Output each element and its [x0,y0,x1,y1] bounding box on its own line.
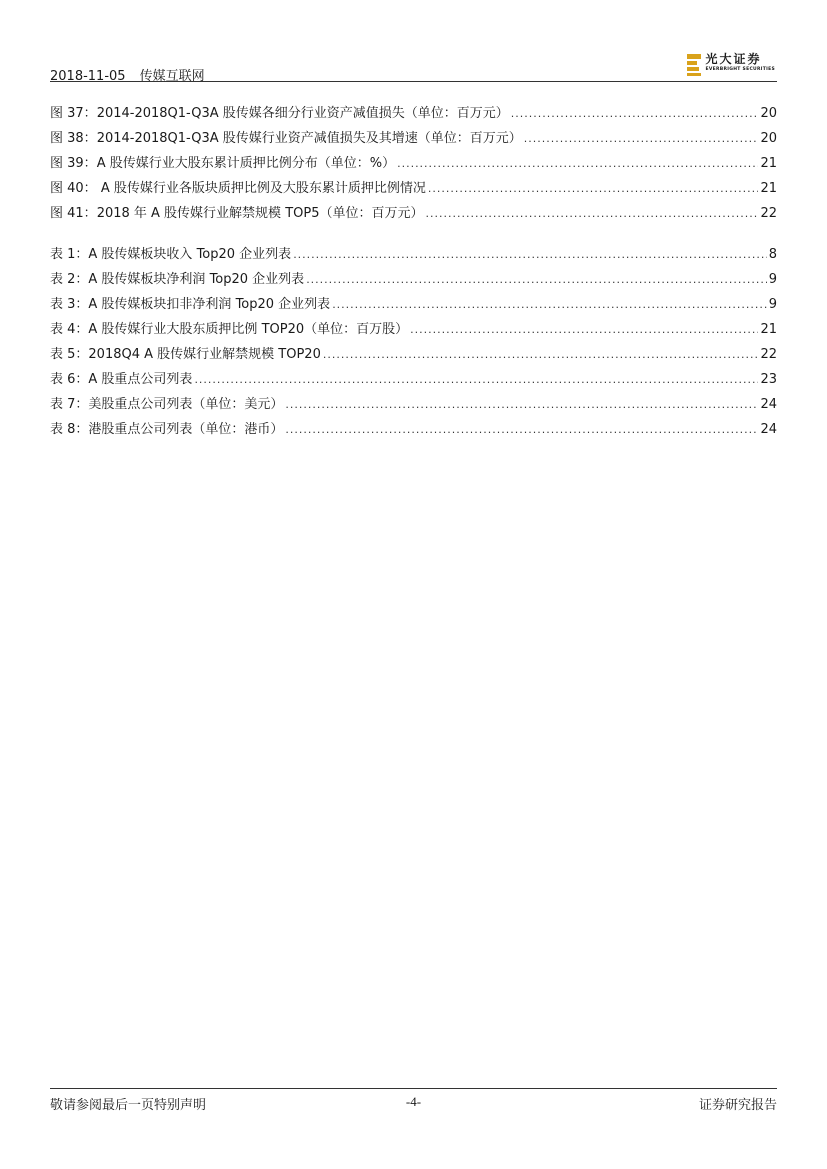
toc-page-number: 21 [760,156,777,171]
toc-table-entry[interactable] [50,268,777,293]
toc-entry-title: 2014-2018Q1-Q3A 股传媒行业资产减值损失及其增速（单位：百万元） [96,131,522,146]
toc-entry-title: A 股传媒板块净利润 Top20 企业列表 [88,272,305,287]
toc-entry-prefix: 图 40： [50,181,97,196]
toc-table-entry[interactable] [50,368,777,393]
toc-figure-entry[interactable] [50,202,777,227]
page-header [50,52,777,84]
toc-entry-title: 2018 年 A 股传媒行业解禁规模 TOP5（单位：百万元） [96,206,424,221]
toc-table-entry[interactable] [50,243,777,268]
leader-dots [511,107,759,120]
table-list [50,243,777,443]
toc-entry-prefix: 图 38： [50,131,97,146]
leader-dots [332,298,767,311]
toc-page-number: 21 [760,322,777,337]
toc-page-number: 24 [760,397,777,412]
toc-entry-prefix: 表 3： [50,297,89,312]
leader-dots [306,273,767,286]
toc-entry-prefix: 表 4： [50,322,89,337]
toc-page-number: 9 [768,297,777,312]
footer-divider [50,1088,777,1089]
leader-dots [524,132,759,145]
toc-table-entry[interactable] [50,343,777,368]
toc-entry-prefix: 图 37： [50,106,97,121]
company-logo [687,52,775,80]
sector-name: 传媒互联网 [139,69,205,84]
toc-page-number: 20 [760,131,777,146]
leader-dots [410,323,758,336]
toc-entry-prefix: 表 7： [50,397,89,412]
toc-table-entry[interactable] [50,318,777,343]
toc-page-number: 24 [760,422,777,437]
leader-dots [397,157,758,170]
toc-entry-title: A 股传媒行业大股东累计质押比例分布（单位：%） [96,156,396,171]
toc-entry-title: A 股传媒行业各版块质押比例及大股东累计质押比例情况 [96,181,426,196]
page-footer [50,1094,777,1112]
toc-entry-prefix: 表 6： [50,372,89,387]
leader-dots [293,248,767,261]
logo-english-text: EVERBRIGHT SECURITIES [705,67,775,72]
toc-entry-title: A 股重点公司列表 [88,372,193,387]
leader-dots [285,423,758,436]
toc-table-entry[interactable] [50,393,777,418]
toc-table-entry[interactable] [50,418,777,443]
toc-entry-prefix: 图 39： [50,156,97,171]
toc-page-number: 22 [760,347,777,362]
leader-dots [194,373,758,386]
toc-page-number: 21 [760,181,777,196]
figure-list [50,102,777,227]
leader-dots [285,398,758,411]
toc-figure-entry[interactable] [50,127,777,152]
leader-dots [428,182,759,195]
toc-entry-prefix: 表 8： [50,422,89,437]
toc-entry-title: 2018Q4 A 股传媒行业解禁规模 TOP20 [88,347,321,362]
toc-entry-title: 美股重点公司列表（单位：美元） [88,397,284,412]
header-divider [50,81,777,82]
toc-page-number: 23 [760,372,777,387]
toc-page-number: 22 [760,206,777,221]
everbright-logo-icon [687,54,701,76]
toc-page-number: 8 [768,247,777,262]
report-date: 2018-11-05 [50,69,126,84]
toc-entry-title: A 股传媒板块收入 Top20 企业列表 [88,247,292,262]
footer-disclaimer: 敬请参阅最后一页特别声明 [50,1098,207,1113]
logo-chinese-text: 光大证券 [705,52,762,66]
toc-table-entry[interactable] [50,293,777,318]
toc-entry-prefix: 图 41： [50,206,97,221]
leader-dots [425,207,758,220]
toc-page-number: 20 [760,106,777,121]
toc-entry-prefix: 表 2： [50,272,89,287]
toc-entry-title: A 股传媒行业大股东质押比例 TOP20（单位：百万股） [88,322,409,337]
footer-doc-type: 证券研究报告 [698,1098,777,1113]
toc-entry-title: A 股传媒板块扣非净利润 Top20 企业列表 [88,297,331,312]
toc-entry-title: 2014-2018Q1-Q3A 股传媒各细分行业资产减值损失（单位：百万元） [96,106,509,121]
leader-dots [323,348,759,361]
page-number: -4- [405,1094,422,1109]
toc-entry-title: 港股重点公司列表（单位：港币） [88,422,284,437]
toc-entry-prefix: 表 5： [50,347,89,362]
toc-figure-entry[interactable] [50,102,777,127]
toc-entry-prefix: 表 1： [50,247,89,262]
toc-figure-entry[interactable] [50,152,777,177]
toc-page-number: 9 [768,272,777,287]
toc-figure-entry[interactable] [50,177,777,202]
